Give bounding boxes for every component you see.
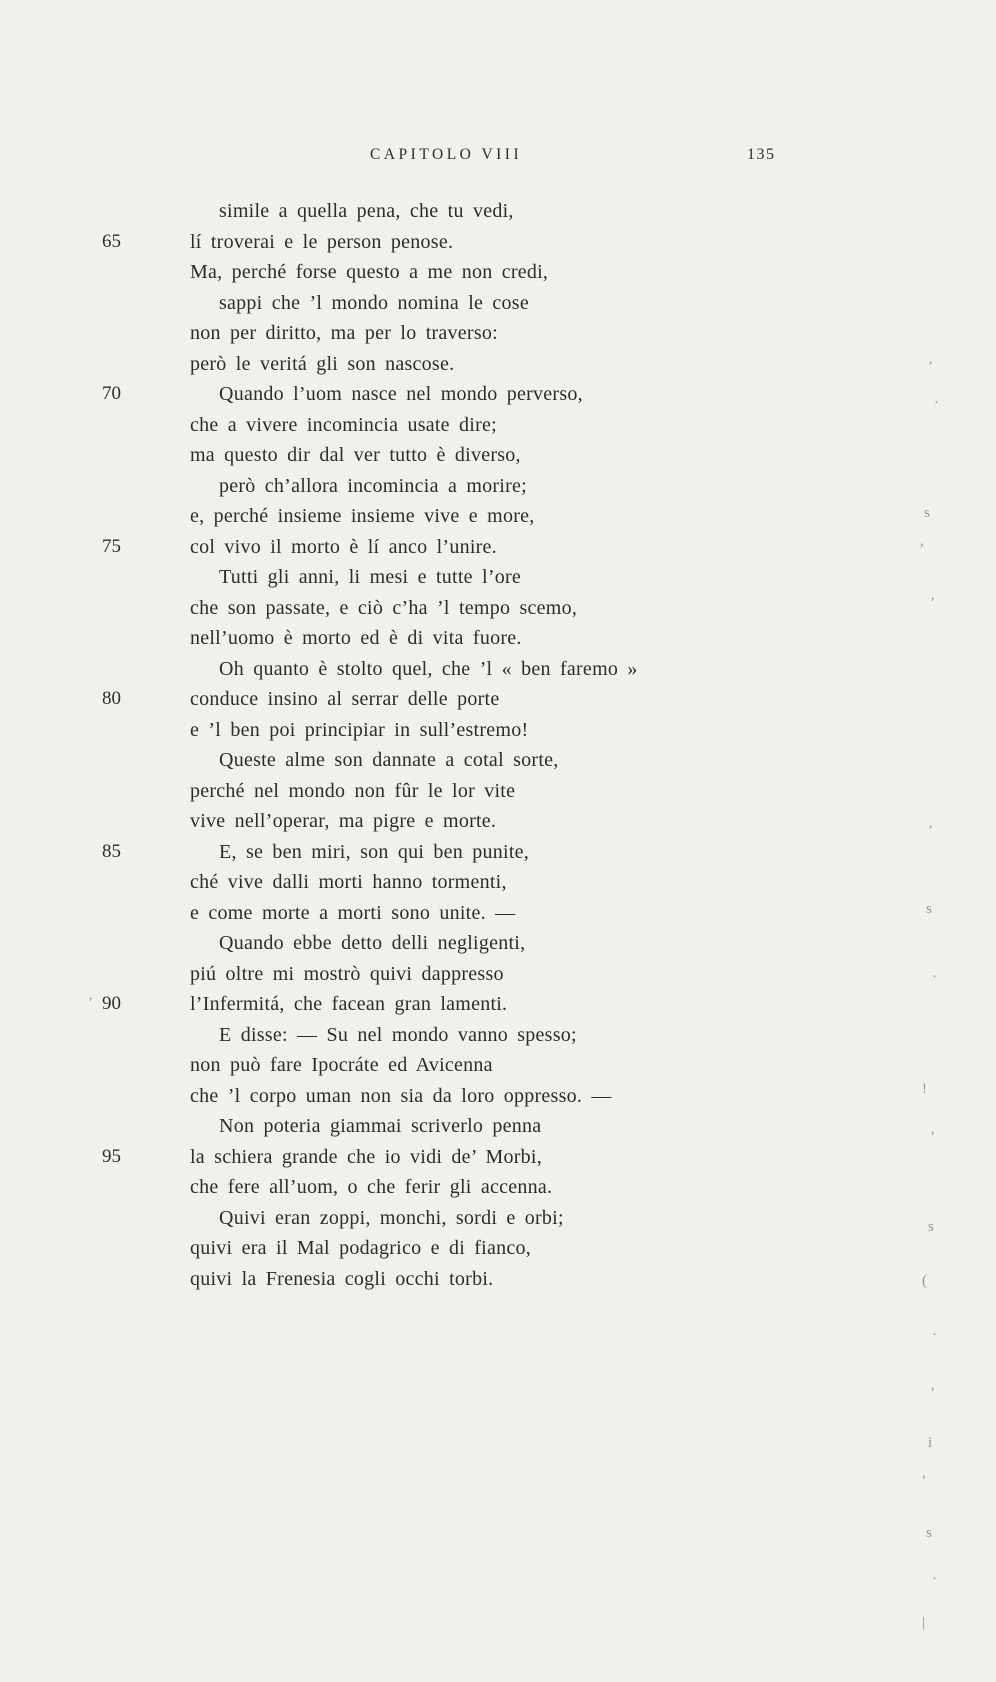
- poem-text: [0, 196, 996, 1294]
- verse-text: non può fare Ipocráte ed Avicenna: [190, 1054, 493, 1076]
- verse-text: però le veritá gli son nascose.: [190, 352, 455, 375]
- verse-line: [0, 745, 996, 776]
- scan-artifact-mark: s: [928, 1219, 934, 1235]
- line-number: 95: [102, 1145, 121, 1167]
- verse-line: [0, 715, 996, 746]
- scan-artifact-mark: !: [922, 1081, 927, 1097]
- scan-artifact-mark: |: [922, 1615, 926, 1631]
- verse-line: [0, 196, 996, 227]
- verse-line: [0, 318, 996, 349]
- verse-line: [0, 562, 996, 593]
- verse-text: E disse: — Su nel mondo vanno spesso;: [219, 1023, 577, 1046]
- verse-text: simile a quella pena, che tu vedi,: [219, 200, 514, 222]
- verse-text: E, se ben miri, son qui ben punite,: [219, 840, 530, 863]
- verse-line: [0, 867, 996, 898]
- verse-text: Queste alme son dannate a cotal sorte,: [219, 749, 559, 771]
- verse-text: Quivi eran zoppi, monchi, sordi e orbi;: [219, 1206, 564, 1229]
- verse-text: Quando l’uom nasce nel mondo perverso,: [219, 383, 583, 405]
- scan-artifact-mark: ’: [928, 823, 933, 839]
- verse-text: Non poteria giammai scriverlo penna: [219, 1115, 542, 1137]
- verse-line: [0, 654, 996, 685]
- verse-line: [0, 257, 996, 288]
- verse-line: [0, 1020, 996, 1051]
- verse-line: [0, 684, 996, 715]
- running-title: CAPITOLO VIII: [370, 146, 523, 163]
- verse-text: che fere all’uom, o che ferir gli accenna.: [190, 1176, 553, 1198]
- verse-line: [0, 1203, 996, 1234]
- scan-artifact-mark: s: [926, 901, 932, 917]
- verse-text: non per diritto, ma per lo traverso:: [190, 322, 498, 344]
- verse-text: piú oltre mi mostrò quivi dappresso: [190, 962, 504, 985]
- verse-line: [0, 959, 996, 990]
- verse-line: [0, 806, 996, 837]
- verse-line: [0, 989, 996, 1020]
- verse-line: [0, 776, 996, 807]
- verse-text: sappi che ’l mondo nomina le cose: [219, 291, 529, 314]
- verse-line: [0, 410, 996, 441]
- line-number: 70: [102, 383, 121, 404]
- verse-text: perché nel mondo non fûr le lor vite: [190, 779, 516, 802]
- line-number: 85: [102, 840, 121, 862]
- scan-artifact-mark: ’: [930, 1129, 935, 1145]
- verse-line: [0, 379, 996, 410]
- verse-text: che a vivere incomincia usate dire;: [190, 413, 497, 436]
- verse-text: però ch’allora incomincia a morire;: [219, 474, 527, 497]
- verse-text: ché vive dalli morti hanno tormenti,: [190, 871, 507, 893]
- scan-artifact-mark: ’: [88, 995, 93, 1011]
- verse-line: [0, 928, 996, 959]
- verse-line: [0, 501, 996, 532]
- verse-text: col vivo il morto è lí anco l’unire.: [190, 535, 497, 558]
- page-header: [0, 146, 996, 172]
- verse-line: [0, 1233, 996, 1264]
- scan-artifact-mark: ,: [920, 533, 924, 549]
- verse-text: Oh quanto è stolto quel, che ’l « ben faremo »: [219, 657, 638, 680]
- verse-text: ma questo dir dal ver tutto è diverso,: [190, 444, 521, 466]
- page-number: 135: [747, 146, 776, 163]
- verse-text: e ’l ben poi principiar in sull’estremo!: [190, 718, 529, 741]
- verse-line: [0, 837, 996, 868]
- verse-line: [0, 471, 996, 502]
- line-number: 75: [102, 535, 121, 557]
- verse-line: [0, 593, 996, 624]
- verse-line: [0, 1050, 996, 1081]
- verse-text: l’Infermitá, che facean gran lamenti.: [190, 993, 508, 1015]
- verse-text: quivi era il Mal podagrico e di fianco,: [190, 1237, 531, 1259]
- scan-artifact-mark: ·: [932, 969, 937, 985]
- verse-text: che son passate, e ciò c’ha ’l tempo scemo,: [190, 596, 578, 619]
- scan-artifact-mark: s: [926, 1525, 932, 1541]
- verse-text: nell’uomo è morto ed è di vita fuore.: [190, 627, 522, 649]
- line-number: 90: [102, 993, 121, 1014]
- verse-text: e come morte a morti sono unite. —: [190, 901, 516, 924]
- scan-artifact-mark: ’: [928, 359, 933, 375]
- verse-line: [0, 288, 996, 319]
- scan-artifact-mark: i: [928, 1435, 933, 1451]
- verse-text: Quando ebbe detto delli negligenti,: [219, 932, 526, 954]
- verse-text: che ’l corpo uman non sia da loro oppresso. —: [190, 1084, 612, 1107]
- verse-text: la schiera grande che io vidi de’ Morbi,: [190, 1145, 542, 1168]
- line-number: 65: [102, 230, 121, 252]
- verse-line: [0, 1111, 996, 1142]
- verse-text: conduce insino al serrar delle porte: [190, 688, 500, 710]
- verse-line: [0, 898, 996, 929]
- verse-line: [0, 623, 996, 654]
- verse-text: Ma, perché forse questo a me non credi,: [190, 261, 549, 283]
- verse-text: e, perché insieme insieme vive e more,: [190, 505, 535, 527]
- verse-line: [0, 440, 996, 471]
- verse-line: [0, 1264, 996, 1295]
- scan-artifact-mark: ’: [930, 1385, 935, 1401]
- scan-artifact-mark: s: [924, 505, 930, 521]
- verse-text: quivi la Frenesia cogli occhi torbi.: [190, 1267, 494, 1290]
- scan-artifact-mark: ·: [934, 395, 939, 411]
- verse-line: [0, 1081, 996, 1112]
- scan-artifact-mark: ·: [932, 1327, 937, 1343]
- verse-line: [0, 227, 996, 258]
- verse-line: [0, 1142, 996, 1173]
- verse-text: Tutti gli anni, li mesi e tutte l’ore: [219, 566, 522, 588]
- scan-artifact-mark: ,: [922, 1465, 926, 1481]
- line-number: 80: [102, 688, 121, 709]
- verse-line: [0, 349, 996, 380]
- verse-line: [0, 532, 996, 563]
- scan-artifact-mark: (: [922, 1273, 927, 1289]
- scan-artifact-mark: ’: [930, 595, 935, 611]
- scan-artifact-mark: ·: [932, 1571, 937, 1587]
- verse-line: [0, 1172, 996, 1203]
- verse-text: lí troverai e le person penose.: [190, 230, 454, 253]
- verse-text: vive nell’operar, ma pigre e morte.: [190, 810, 497, 832]
